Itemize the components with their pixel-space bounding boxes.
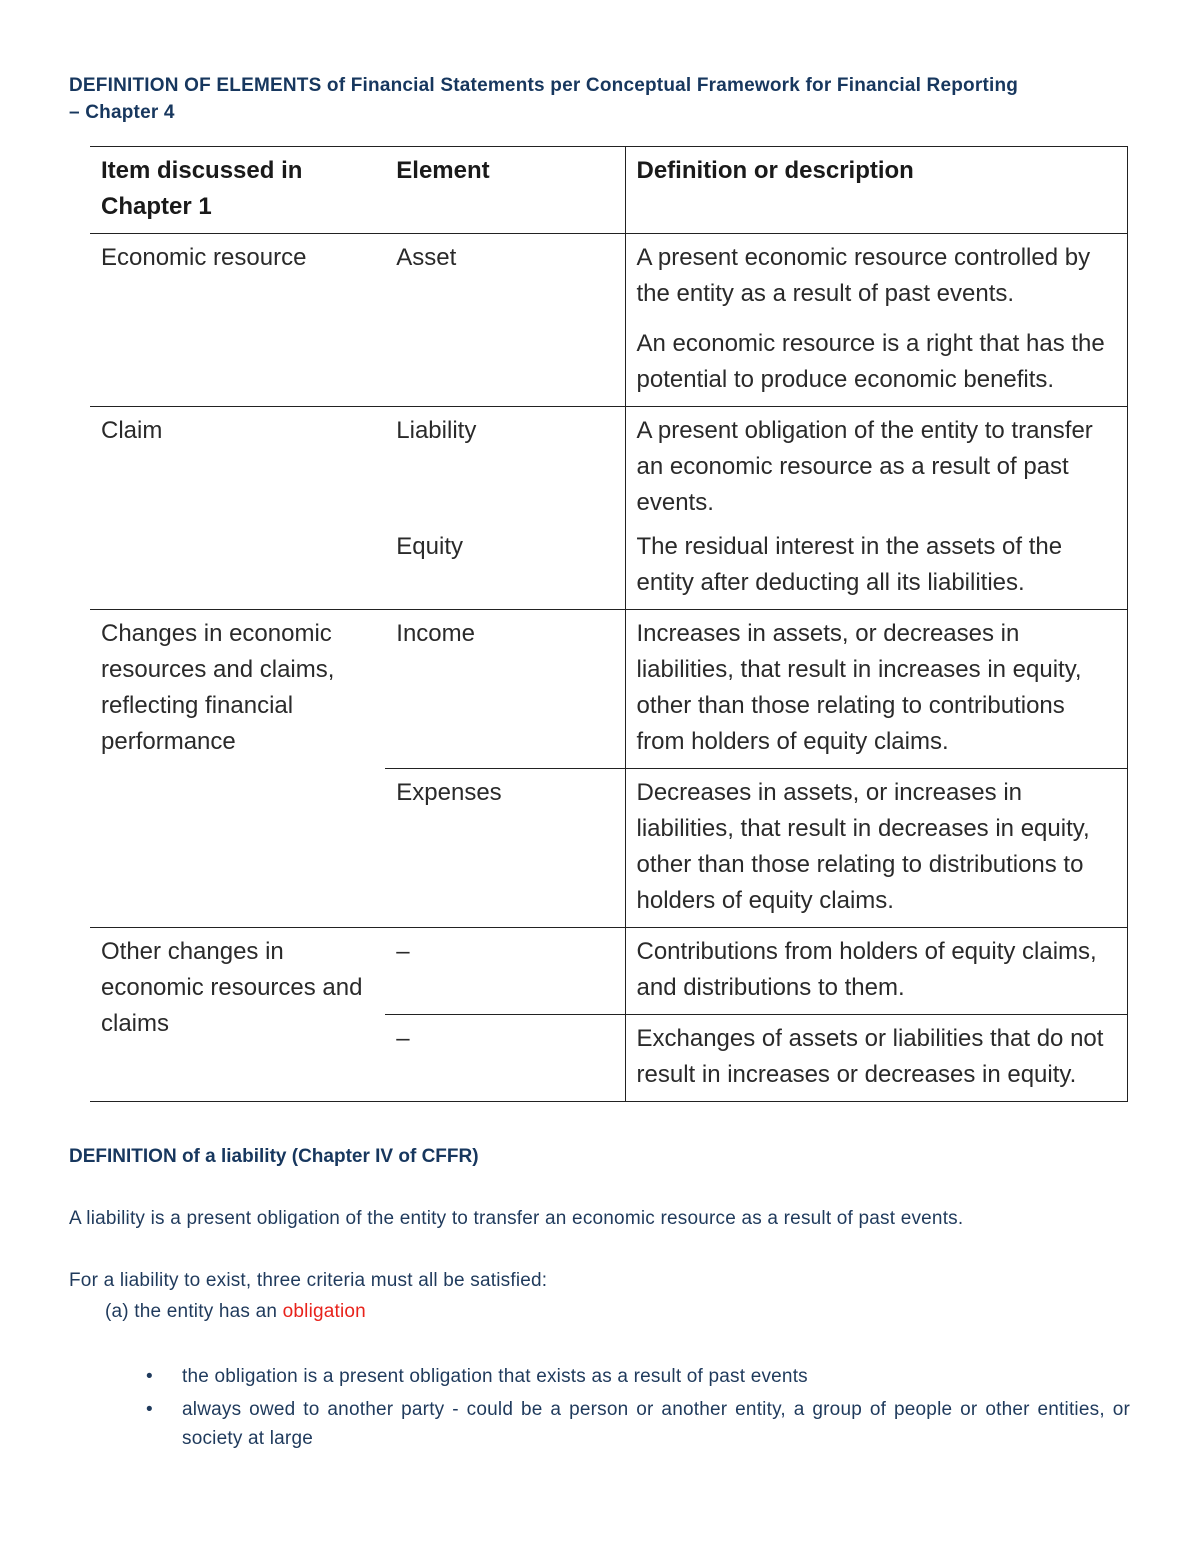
header-item: Item discussed in Chapter 1 xyxy=(90,147,385,234)
header-definition: Definition or description xyxy=(625,147,1128,234)
list-item xyxy=(140,1395,1130,1453)
criterion-a xyxy=(105,1301,366,1323)
cell-element-expenses: Expenses xyxy=(385,769,625,928)
cell-element-equity: Equity xyxy=(396,533,463,560)
heading-line-2: – Chapter 4 xyxy=(69,102,175,123)
cell-element-liability: Liability xyxy=(385,407,625,530)
cell-definition-contributions: Contributions from holders of equity claims, and distributions to them. xyxy=(625,928,1128,1015)
bullet-icon: • xyxy=(146,1366,153,1387)
cell-item-economic-resource: Economic resource xyxy=(90,234,385,407)
heading-line-1: DEFINITION OF ELEMENTS of Financial Statements per Conceptual Framework for Financial Reporting xyxy=(69,75,1019,96)
cell-item-changes: Changes in economic resources and claims, reflecting financial performance xyxy=(90,610,385,928)
criteria-bullet-list xyxy=(140,1362,1130,1453)
cell-definition-equity: The residual interest in the assets of the entity after deducting all its liabilities. xyxy=(625,529,1128,610)
table-row xyxy=(90,234,1128,407)
cell-item-empty xyxy=(90,529,385,610)
table-row xyxy=(90,928,1128,1015)
criterion-a-highlight: obligation xyxy=(282,1301,366,1322)
cell-item-other-changes: Other changes in economic resources and claims xyxy=(90,928,385,1102)
table-row xyxy=(90,529,1128,610)
elements-table xyxy=(90,146,1128,1102)
bullet-text-1: the obligation is a present obligation that exists as a result of past events xyxy=(182,1366,808,1387)
table-row xyxy=(90,610,1128,769)
table-header-row xyxy=(90,147,1128,234)
asset-definition-1: A present economic resource controlled by the entity as a result of past events. xyxy=(636,244,1091,307)
criterion-a-prefix: (a) the entity has an xyxy=(105,1301,283,1322)
header-element: Element xyxy=(385,147,625,234)
asset-definition-2: An economic resource is a right that has the potential to produce economic benefits. xyxy=(636,330,1105,393)
bullet-text-2: always owed to another party - could be a person or another entity, a group of people or other entities, or society at large xyxy=(182,1399,1130,1449)
document-heading xyxy=(69,72,1134,126)
cell-definition-expenses: Decreases in assets, or increases in liabilities, that result in decreases in equity, other than those relating to distributions to holders of equity claims. xyxy=(625,769,1128,928)
cell-definition-liability: A present obligation of the entity to transfer an economic resource as a result of past events. xyxy=(625,407,1128,530)
table-row xyxy=(90,407,1128,530)
cell-element-dash-2: – xyxy=(385,1015,625,1102)
cell-element-income: Income xyxy=(385,610,625,769)
list-item xyxy=(140,1362,1130,1391)
cell-element-dash-1: – xyxy=(385,928,625,1015)
liability-section-title: DEFINITION of a liability (Chapter IV of CFFR) xyxy=(69,1146,479,1167)
cell-item-claim: Claim xyxy=(90,407,385,530)
liability-definition: A liability is a present obligation of the entity to transfer an economic resource as a result of past events. xyxy=(69,1208,964,1229)
cell-definition-exchanges: Exchanges of assets or liabilities that do not result in increases or decreases in equity. xyxy=(625,1015,1128,1102)
cell-element-asset: Asset xyxy=(385,234,625,407)
cell-definition-income: Increases in assets, or decreases in liabilities, that result in increases in equity, other than those relating to contributions from holders of equity claims. xyxy=(625,610,1128,769)
criteria-intro: For a liability to exist, three criteria must all be satisfied: xyxy=(69,1270,548,1291)
bullet-icon: • xyxy=(146,1399,153,1420)
cell-definition-asset xyxy=(625,234,1128,407)
